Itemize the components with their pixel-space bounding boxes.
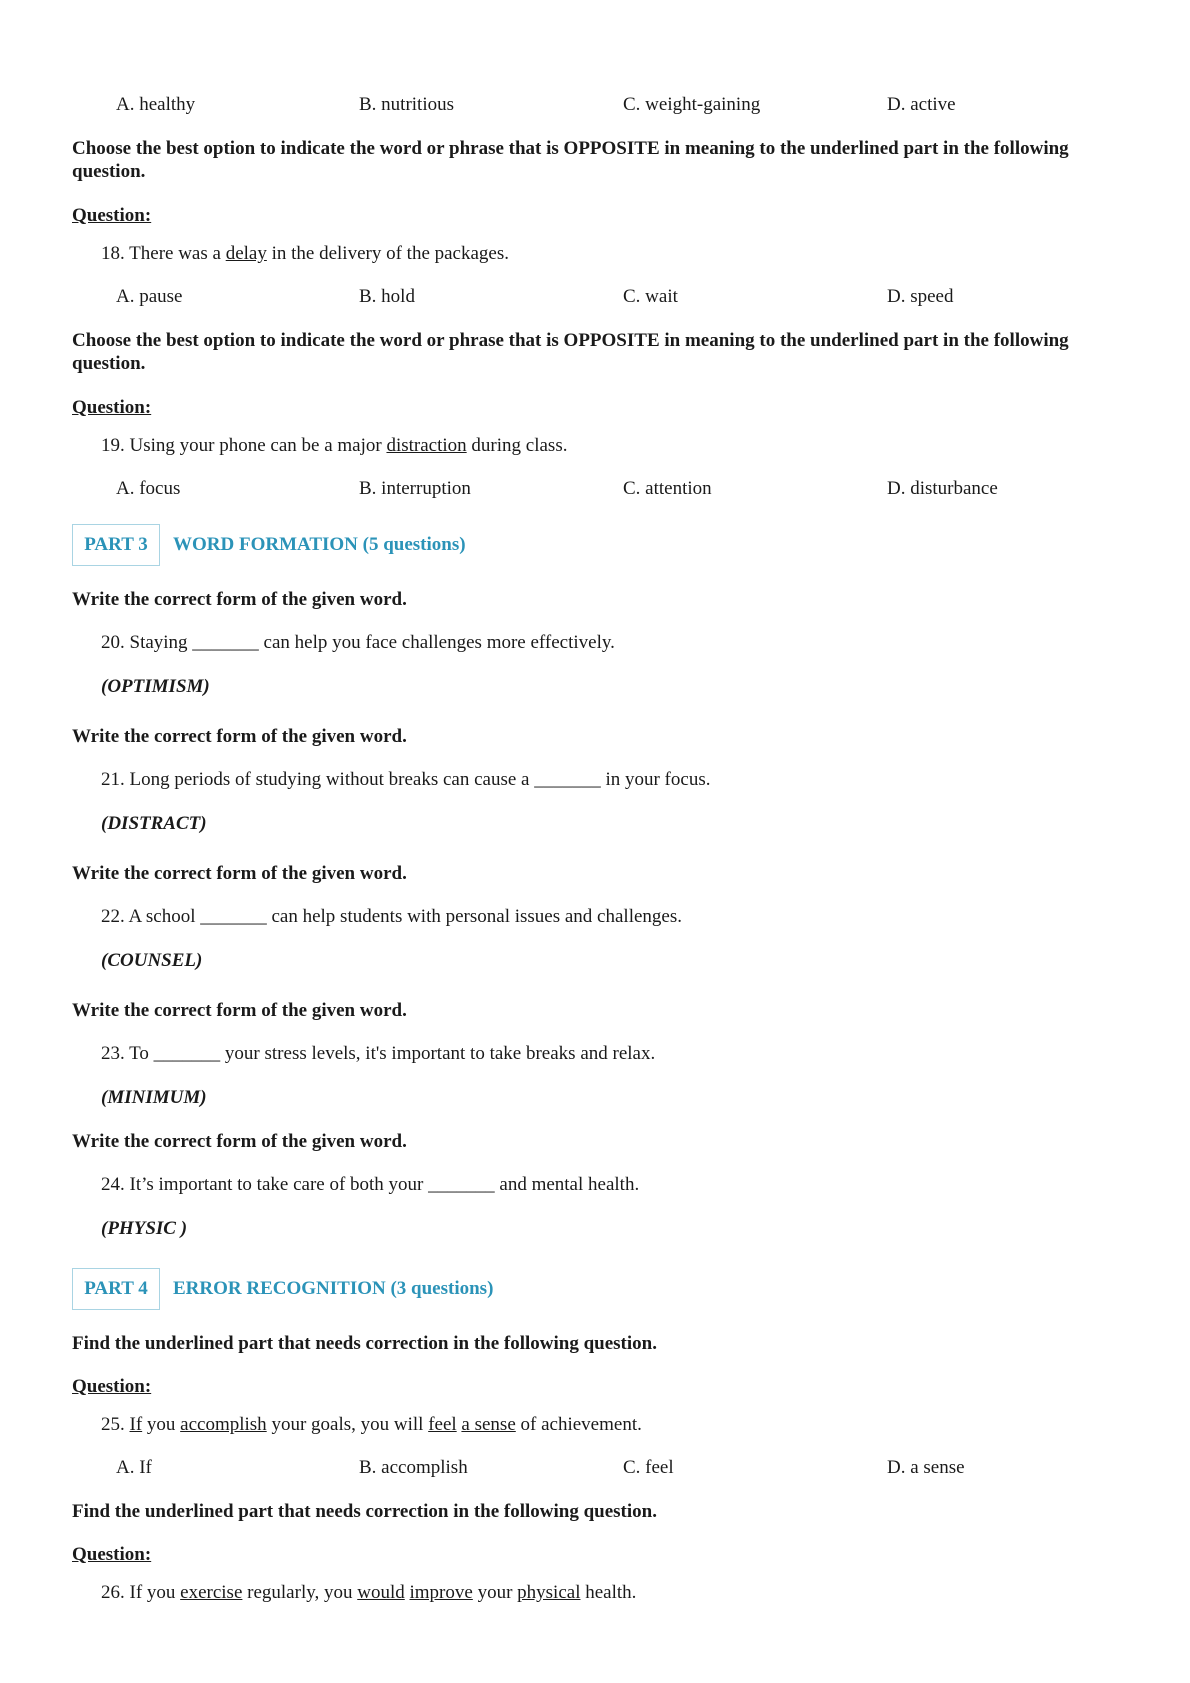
option-a: A. focus	[116, 478, 181, 499]
question-19: 19. Using your phone can be a major distraction during class.	[101, 435, 568, 456]
option-d: D. active	[887, 94, 956, 115]
given-word: (COUNSEL)	[101, 950, 203, 971]
option-a: A. If	[116, 1457, 152, 1478]
instruction: Write the correct form of the given word.	[72, 1131, 407, 1152]
instruction: Choose the best option to indicate the word or phrase that is OPPOSITE in meaning to the underlined part in the following question.	[72, 138, 1069, 182]
question-22: 22. A school _______ can help students with personal issues and challenges.	[101, 906, 682, 927]
question-23: 23. To _______ your stress levels, it's important to take breaks and relax.	[101, 1043, 656, 1064]
option-c: C. wait	[623, 286, 678, 307]
part-4-tag: PART 4	[72, 1268, 160, 1310]
instruction: Choose the best option to indicate the word or phrase that is OPPOSITE in meaning to the underlined part in the following question.	[72, 330, 1069, 374]
option-b: B. interruption	[359, 478, 471, 499]
given-word: (DISTRACT)	[101, 813, 207, 834]
option-b: B. nutritious	[359, 94, 455, 115]
instruction: Write the correct form of the given word.	[72, 726, 407, 747]
part-3-title: WORD FORMATION (5 questions)	[173, 534, 466, 555]
option-d: D. disturbance	[887, 478, 998, 499]
option-c: C. weight-gaining	[623, 94, 761, 115]
question-24: 24. It’s important to take care of both your _______ and mental health.	[101, 1174, 640, 1195]
option-b: B. hold	[359, 286, 415, 307]
instruction: Write the correct form of the given word.	[72, 1000, 407, 1021]
question-25: 25. If you accomplish your goals, you will feel a sense of achievement.	[101, 1414, 642, 1435]
option-c: C. feel	[623, 1457, 674, 1478]
part-4-title: ERROR RECOGNITION (3 questions)	[173, 1278, 494, 1299]
instruction: Write the correct form of the given word.	[72, 863, 407, 884]
question-label: Question:	[72, 397, 152, 418]
option-b: B. accomplish	[359, 1457, 468, 1478]
option-d: D. speed	[887, 286, 954, 307]
instruction: Find the underlined part that needs correction in the following question.	[72, 1501, 657, 1522]
question-label: Question:	[72, 205, 152, 226]
question-21: 21. Long periods of studying without breaks can cause a _______ in your focus.	[101, 769, 711, 790]
option-c: C. attention	[623, 478, 712, 499]
instruction: Write the correct form of the given word.	[72, 589, 407, 610]
part-3-tag: PART 3	[72, 524, 160, 566]
given-word: (OPTIMISM)	[101, 676, 210, 697]
option-a: A. healthy	[116, 94, 196, 115]
question-label: Question:	[72, 1544, 152, 1565]
instruction: Find the underlined part that needs correction in the following question.	[72, 1333, 657, 1354]
given-word: (MINIMUM)	[101, 1087, 207, 1108]
question-20: 20. Staying _______ can help you face challenges more effectively.	[101, 632, 615, 653]
option-a: A. pause	[116, 286, 183, 307]
question-label: Question:	[72, 1376, 152, 1397]
option-d: D. a sense	[887, 1457, 965, 1478]
question-26: 26. If you exercise regularly, you would improve your physical health.	[101, 1582, 637, 1603]
question-18: 18. There was a delay in the delivery of the packages.	[101, 243, 510, 264]
given-word: (PHYSIC )	[101, 1218, 188, 1239]
